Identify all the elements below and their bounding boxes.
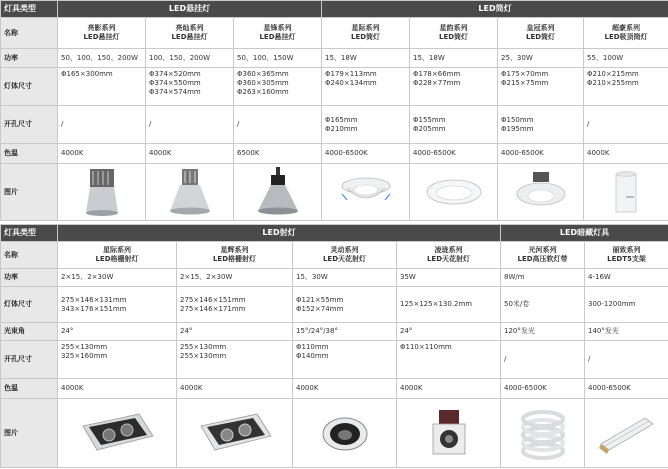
beam-value: 120°发光 xyxy=(501,323,585,341)
highbay-lamp-image xyxy=(256,167,300,217)
power-row xyxy=(1,49,668,68)
picture-row xyxy=(1,164,668,221)
cct-value: 6500K xyxy=(234,144,322,164)
t5-bracket-image xyxy=(597,410,657,456)
product-image xyxy=(177,399,293,468)
pendant-lamp-image xyxy=(82,167,122,217)
size-value: Φ179×113mm Φ240×134mm xyxy=(322,68,410,106)
hole-value: 255×130mm 255×130mm xyxy=(177,341,293,379)
downlight-image xyxy=(424,172,484,212)
cct-value: 4000-6500K xyxy=(501,379,585,399)
hole-value: / xyxy=(58,106,146,144)
product-name: 星际系列 LED筒灯 xyxy=(322,18,410,49)
size-value: Φ178×66mm Φ228×77mm xyxy=(410,68,498,106)
cct-value: 4000-6500K xyxy=(585,379,668,399)
power-value: 55、100W xyxy=(584,49,668,68)
product-image xyxy=(410,164,498,221)
hole-value: Φ110×110mm xyxy=(397,341,501,379)
size-value: Φ121×55mm Φ152×74mm xyxy=(293,287,397,323)
product-image xyxy=(58,164,146,221)
picture-row xyxy=(1,399,668,468)
power-value: 25、30W xyxy=(498,49,584,68)
cct-value: 4000K xyxy=(293,379,397,399)
cct-value: 4000K xyxy=(397,379,501,399)
power-value: 15、18W xyxy=(322,49,410,68)
size-value: 50米/卷 xyxy=(501,287,585,323)
product-name: 超豪系列 LED吸顶筒灯 xyxy=(584,18,668,49)
hole-value: Φ110mm Φ140mm xyxy=(293,341,397,379)
size-row xyxy=(1,287,668,323)
cct-value: 4000-6500K xyxy=(322,144,410,164)
hole-value: Φ155mm Φ205mm xyxy=(410,106,498,144)
size-value: 125×125×130.2mm xyxy=(397,287,501,323)
beam-value: 24° xyxy=(177,323,293,341)
cct-value: 4000K xyxy=(58,379,177,399)
hole-value: 255×130mm 325×160mm xyxy=(58,341,177,379)
product-image xyxy=(322,164,410,221)
group-header-downlight: LED筒灯 xyxy=(322,1,668,18)
product-name: 星辉系列 LED格栅射灯 xyxy=(177,242,293,269)
row-label-power: 功率 xyxy=(1,49,58,68)
hole-value: Φ150mm Φ195mm xyxy=(498,106,584,144)
group-header-spotlight: LED射灯 xyxy=(58,225,501,242)
size-value: 275×146×151mm 275×146×171mm xyxy=(177,287,293,323)
cct-row xyxy=(1,144,668,164)
type-label: 灯具类型 xyxy=(1,225,58,242)
power-value: 2×15、2×30W xyxy=(58,269,177,287)
product-image xyxy=(397,399,501,468)
size-value: 275×146×131mm 343×176×151mm xyxy=(58,287,177,323)
power-value: 35W xyxy=(397,269,501,287)
size-value: Φ175×70mm Φ215×75mm xyxy=(498,68,584,106)
hole-value: / xyxy=(146,106,234,144)
downlight-image xyxy=(339,172,393,212)
name-row xyxy=(1,18,668,49)
hole-value: / xyxy=(234,106,322,144)
hole-row xyxy=(1,106,668,144)
cct-value: 4000K xyxy=(146,144,234,164)
cct-value: 4000-6500K xyxy=(498,144,584,164)
ceiling-cylinder-image xyxy=(611,168,641,216)
product-image xyxy=(501,399,585,468)
product-name: 皇冠系列 LED筒灯 xyxy=(498,18,584,49)
cct-value: 4000-6500K xyxy=(410,144,498,164)
hole-value: / xyxy=(501,341,585,379)
cct-value: 4000K xyxy=(584,144,668,164)
row-label-cct: 色温 xyxy=(1,144,58,164)
ceiling-spotlight-image xyxy=(320,410,370,456)
row-label-beam: 光束角 xyxy=(1,323,58,341)
grille-spotlight-image xyxy=(195,410,275,456)
hole-value: Φ165mm Φ210mm xyxy=(322,106,410,144)
size-value: Φ374×520mm Φ374×550mm Φ374×574mm xyxy=(146,68,234,106)
row-label-pic: 图片 xyxy=(1,164,58,221)
product-name: 丽致系列 LEDT5支架 xyxy=(585,242,668,269)
size-row xyxy=(1,68,668,106)
product-name: 亮灿系列 LED悬挂灯 xyxy=(146,18,234,49)
size-value: Φ360×365mm Φ360×305mm Φ263×160mm xyxy=(234,68,322,106)
product-image xyxy=(498,164,584,221)
square-spotlight-image xyxy=(429,408,469,458)
suspension-downlight-spec-table xyxy=(0,0,668,221)
group-header-pendant: LED悬挂灯 xyxy=(58,1,322,18)
product-image xyxy=(58,399,177,468)
row-label-size: 灯体尺寸 xyxy=(1,287,58,323)
highbay-lamp-image xyxy=(168,167,212,217)
beam-value: 15°/24°/38° xyxy=(293,323,397,341)
cct-value: 4000K xyxy=(58,144,146,164)
power-value: 8W/m xyxy=(501,269,585,287)
power-row xyxy=(1,269,668,287)
product-name: 凌珑系列 LED天花射灯 xyxy=(397,242,501,269)
spotlight-concealed-spec-table xyxy=(0,224,668,468)
beam-row xyxy=(1,323,668,341)
row-label-name: 名称 xyxy=(1,242,58,269)
product-name: 星际系列 LED格栅射灯 xyxy=(58,242,177,269)
led-strip-coil-image xyxy=(520,405,566,461)
downlight-image xyxy=(514,170,568,214)
grille-spotlight-image xyxy=(77,410,157,456)
beam-value: 24° xyxy=(397,323,501,341)
product-name: 光河系列 LED高压软灯带 xyxy=(501,242,585,269)
power-value: 4-16W xyxy=(585,269,668,287)
hole-row xyxy=(1,341,668,379)
product-name: 亮影系列 LED悬挂灯 xyxy=(58,18,146,49)
product-name: 灵动系列 LED天花射灯 xyxy=(293,242,397,269)
row-label-hole: 开孔尺寸 xyxy=(1,341,58,379)
power-value: 15、18W xyxy=(410,49,498,68)
row-label-pic: 图片 xyxy=(1,399,58,468)
power-value: 15、30W xyxy=(293,269,397,287)
product-name: 星韵系列 LED筒灯 xyxy=(410,18,498,49)
product-image xyxy=(146,164,234,221)
size-value: Φ210×215mm Φ210×255mm xyxy=(584,68,668,106)
power-value: 2×15、2×30W xyxy=(177,269,293,287)
hole-value: / xyxy=(585,341,668,379)
group-header-concealed: LED暗藏灯具 xyxy=(501,225,668,242)
cct-value: 4000K xyxy=(177,379,293,399)
beam-value: 24° xyxy=(58,323,177,341)
cct-row xyxy=(1,379,668,399)
power-value: 50、100、150、200W xyxy=(58,49,146,68)
product-image xyxy=(585,399,668,468)
row-label-size: 灯体尺寸 xyxy=(1,68,58,106)
beam-value: 140°发光 xyxy=(585,323,668,341)
type-label: 灯具类型 xyxy=(1,1,58,18)
product-name: 星锋系列 LED悬挂灯 xyxy=(234,18,322,49)
name-row xyxy=(1,242,668,269)
product-image xyxy=(234,164,322,221)
row-label-cct: 色温 xyxy=(1,379,58,399)
size-value: 300-1200mm xyxy=(585,287,668,323)
size-value: Φ165×300mm xyxy=(58,68,146,106)
product-image xyxy=(293,399,397,468)
row-label-hole: 开孔尺寸 xyxy=(1,106,58,144)
hole-value: / xyxy=(584,106,668,144)
power-value: 100、150、200W xyxy=(146,49,234,68)
row-label-power: 功率 xyxy=(1,269,58,287)
power-value: 50、100、150W xyxy=(234,49,322,68)
product-image xyxy=(584,164,668,221)
row-label-name: 名称 xyxy=(1,18,58,49)
